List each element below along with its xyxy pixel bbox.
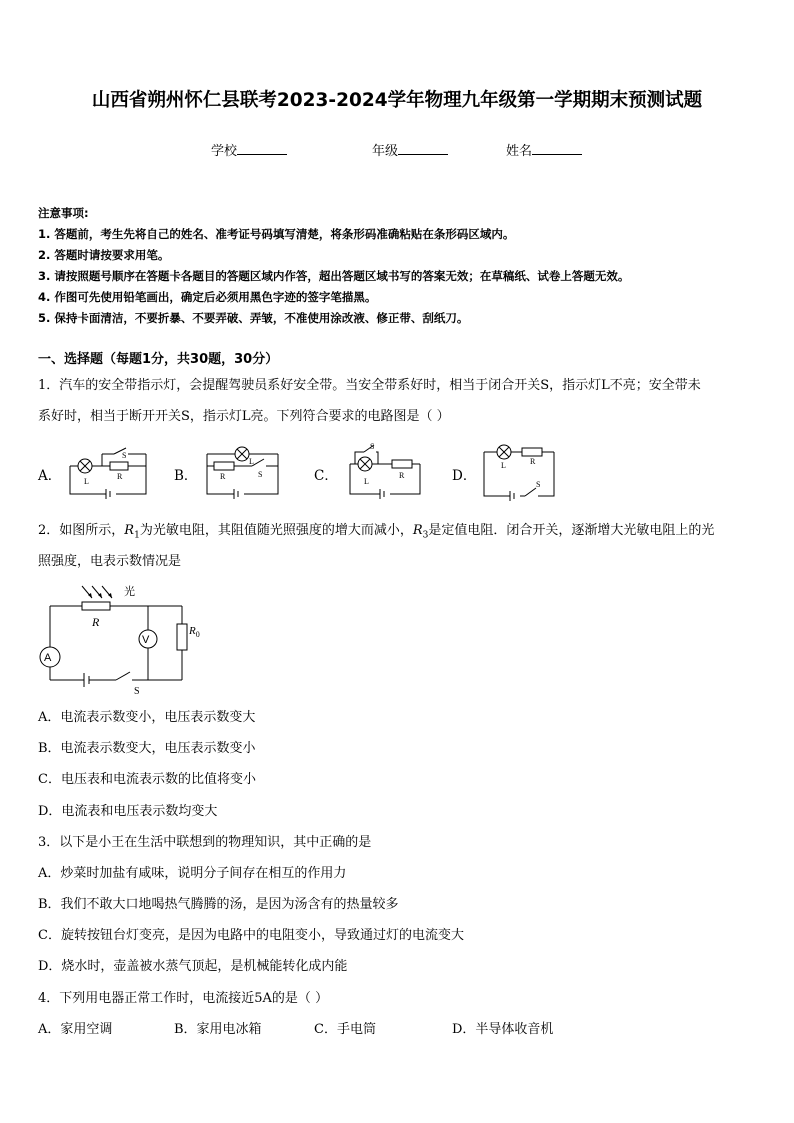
q3-option-a[interactable]: A．炒菜时加盐有咸味，说明分子间存在相互的作用力 bbox=[38, 866, 347, 881]
q3-option-d[interactable]: D．烧水时，壶盖被水蒸气顶起，是机械能转化成内能 bbox=[38, 959, 348, 974]
question-2-line-1: 2．如图所示，$R_1$为光敏电阻，其阻值随光照强度的增大而减小，$R_3$是定值电阻．闭合开关，逐渐增大光敏电阻上的光 bbox=[38, 523, 715, 541]
q2-option-d[interactable]: D．电流表和电压表示数均变大 bbox=[38, 804, 218, 819]
section-heading: 一、选择题（每题1分，共30题，30分） bbox=[38, 352, 279, 367]
q4-option-a[interactable]: A．家用空调 bbox=[38, 1022, 113, 1037]
notice-item: 4. 作图可先使用铅笔画出，确定后必须用黑色字迹的签字笔描黑。 bbox=[38, 290, 377, 304]
school-field[interactable]: 学校 bbox=[211, 140, 287, 159]
name-field[interactable]: 姓名 bbox=[506, 140, 582, 159]
grade-blank[interactable] bbox=[398, 142, 448, 155]
ammeter-icon: A bbox=[44, 652, 52, 664]
q2-option-b[interactable]: B．电流表示数变大，电压表示数变小 bbox=[38, 741, 256, 756]
photoresistor-label: R bbox=[92, 615, 100, 629]
notice-item: 1. 答题前，考生先将自己的姓名、准考证号码填写清楚，将条形码准确粘贴在条形码区域内。 bbox=[38, 227, 515, 241]
q1-option-c-label[interactable]: C． bbox=[314, 468, 338, 484]
q3-option-b[interactable]: B．我们不敢大口地喝热气腾腾的汤，是因为汤含有的热量较多 bbox=[38, 897, 399, 912]
light-label: 光 bbox=[124, 585, 135, 598]
name-blank[interactable] bbox=[532, 142, 582, 155]
notice-heading: 注意事项: bbox=[38, 206, 89, 220]
q1-option-b-label[interactable]: B． bbox=[174, 468, 198, 484]
question-2-line-2: 照强度，电表示数情况是 bbox=[38, 554, 182, 569]
notice-item: 5. 保持卡面清洁，不要折暴、不要弄破、弄皱，不准使用涂改液、修正带、刮纸刀。 bbox=[38, 311, 469, 325]
q4-option-c[interactable]: C．手电筒 bbox=[314, 1022, 376, 1037]
page-title: 山西省朔州怀仁县联考2023-2024学年物理九年级第一学期期末预测试题 bbox=[91, 90, 703, 111]
notice-item: 3. 请按照题号顺序在答题卡各题目的答题区域内作答，超出答题区域书写的答案无效；在草稿纸、试卷上答题无效。 bbox=[38, 269, 630, 283]
q1-circuit-b bbox=[204, 444, 282, 498]
circuit-label-l: L bbox=[364, 477, 369, 486]
circuit-label-l: L bbox=[501, 461, 506, 470]
q2-option-a[interactable]: A．电流表示数变小，电压表示数变大 bbox=[38, 710, 256, 725]
circuit-label-l: L bbox=[84, 477, 89, 486]
q1-circuit-a bbox=[64, 446, 152, 498]
q4-option-d[interactable]: D．半导体收音机 bbox=[452, 1022, 554, 1037]
q1-circuit-d bbox=[480, 440, 560, 500]
q1-option-d-label[interactable]: D． bbox=[452, 468, 477, 484]
q1-option-a-label[interactable]: A． bbox=[38, 468, 62, 484]
notice-item: 2. 答题时请按要求用笔。 bbox=[38, 248, 170, 262]
circuit-label-s: S bbox=[122, 451, 127, 460]
circuit-label-l: L bbox=[249, 457, 254, 466]
question-3-stem: 3．以下是小王在生活中联想到的物理知识，其中正确的是 bbox=[38, 835, 372, 850]
q2-circuit-figure bbox=[36, 580, 200, 697]
grade-field[interactable]: 年级 bbox=[372, 140, 448, 159]
circuit-label-r: R bbox=[530, 457, 536, 466]
q4-option-b[interactable]: B．家用电冰箱 bbox=[174, 1022, 262, 1037]
q1-circuit-c bbox=[346, 440, 426, 498]
r0-label: $R_0$ bbox=[189, 625, 200, 639]
switch-label: S bbox=[134, 686, 140, 697]
circuit-label-r: R bbox=[399, 471, 405, 480]
circuit-label-r: R bbox=[117, 472, 123, 481]
notice-block bbox=[38, 203, 768, 329]
q2-option-c[interactable]: C．电压表和电流表示数的比值将变小 bbox=[38, 772, 256, 787]
question-1-line-1: 1．汽车的安全带指示灯，会提醒驾驶员系好安全带。当安全带系好时，相当于闭合开关S，指示灯L不亮；安全带未 bbox=[38, 378, 701, 393]
question-4-stem: 4．下列用电器正常工作时，电流接近5A的是（ ） bbox=[38, 991, 329, 1006]
question-1-line-2: 系好时，相当于断开开关S，指示灯L亮。下列符合要求的电路图是（ ） bbox=[38, 409, 450, 424]
voltmeter-icon: V bbox=[142, 634, 150, 646]
circuit-label-s: S bbox=[370, 442, 375, 451]
q3-option-c[interactable]: C．旋转按钮台灯变亮，是因为电路中的电阻变小，导致通过灯的电流变大 bbox=[38, 928, 464, 943]
circuit-label-s: S bbox=[258, 470, 263, 479]
circuit-label-r: R bbox=[220, 472, 226, 481]
school-blank[interactable] bbox=[237, 142, 287, 155]
circuit-label-s: S bbox=[536, 480, 541, 489]
